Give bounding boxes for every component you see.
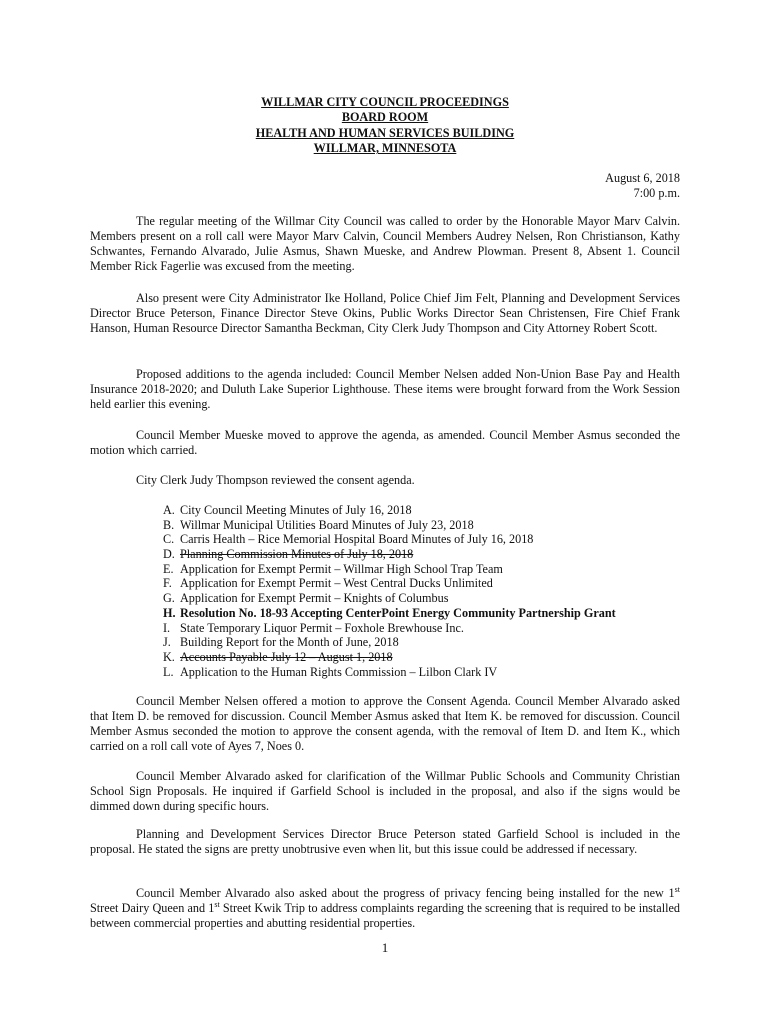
- meeting-date: August 6, 2018: [605, 171, 680, 185]
- paragraph-consent-review: [90, 473, 680, 488]
- consent-item-h: H. Resolution No. 18-93 Accepting CenterPoint Energy Community Partnership Grant: [163, 605, 616, 620]
- paragraph-text: Planning and Development Services Director Bruce Peterson stated Garfield School is included in the proposal. He stated the signs are pretty unobtrusive even when lit, but this issue could be addressed if necessary.: [90, 827, 680, 856]
- paragraph-text: The regular meeting of the Willmar City Council was called to order by the Honorable Mayor Marv Calvin. Members present on a roll call were Mayor Marv Calvin, Council Members Audrey Nelsen, Ron Christianson, Kathy Schwantes, Fernando Alvarado, Julie Asmus, Shawn Mueske, and Andrew Plowman. Present 8, Absent 1. Council Member Rick Fagerlie was excused from the meeting.: [90, 214, 680, 273]
- consent-item-e: E. Application for Exempt Permit – Willmar High School Trap Team: [163, 561, 503, 576]
- consent-item-c: C. Carris Health – Rice Memorial Hospital Board Minutes of July 16, 2018: [163, 532, 534, 547]
- header-title: WILLMAR CITY COUNCIL PROCEEDINGS: [261, 95, 509, 109]
- consent-item-l: L. Application to the Human Rights Commission – Lilbon Clark IV: [163, 664, 498, 679]
- paragraph-agenda-additions: [90, 367, 680, 412]
- consent-item-j: J. Building Report for the Month of June, 2018: [163, 635, 399, 650]
- paragraph-text: Council Member Nelsen offered a motion to approve the Consent Agenda. Council Member Alvarado asked that Item D. be removed for discussion. Council Member Asmus asked that Item K. be removed for discussion. Council Member Asmus seconded the motion to approve the consent agenda, with the removal of Item D. and Item K., which carried on a roll call vote of Ayes 7, Noes 0.: [90, 694, 680, 753]
- page-number: 1: [381, 940, 389, 955]
- paragraph-text: Council Member Alvarado asked for clarification of the Willmar Public Schools and Community Christian School Sign Proposals. He inquired if Garfield School is included in the proposal, and also if the signs would be dimmed down during specific hours.: [90, 769, 680, 813]
- paragraph-text: Proposed additions to the agenda included: Council Member Nelsen added Non-Union Base Pay and Health Insurance 2018-2020; and Duluth Lake Superior Lighthouse. These items were brought forward from the Work Session held earlier this evening.: [90, 367, 680, 411]
- consent-item-d-struck: D. Planning Commission Minutes of July 18, 2018: [163, 547, 414, 562]
- header-location: WILLMAR, MINNESOTA: [313, 141, 457, 156]
- paragraph-text: Also present were City Administrator Ike Holland, Police Chief Jim Felt, Planning and Development Services Director Bruce Peterson, Finance Director Steve Okins, Public Works Director Sean Christensen, Fire Chief Frank Hanson, Human Resource Director Samantha Beckman, City Clerk Judy Thompson and City Attorney Robert Scott.: [90, 291, 680, 335]
- paragraph-privacy-fencing: Council Member Alvarado also asked about the progress of privacy fencing being installed for the new 1st Street Dairy Queen and 1st Street Kwik Trip to address complaints regarding the screening that is required to be installed between commercial properties and abutting residential properties.: [90, 884, 680, 930]
- consent-item-g: G. Application for Exempt Permit – Knights of Columbus: [163, 591, 449, 606]
- paragraph-sign-clarification: [90, 769, 680, 814]
- paragraph-garfield-response: [90, 827, 680, 857]
- document-header: [0, 95, 770, 157]
- meeting-date-block: [605, 171, 680, 201]
- paragraph-text: City Clerk Judy Thompson reviewed the consent agenda.: [136, 473, 415, 487]
- consent-item-a: A. City Council Meeting Minutes of July 16, 2018: [163, 503, 412, 517]
- consent-agenda-list: [163, 503, 683, 679]
- header-building: HEALTH AND HUMAN SERVICES BUILDING: [255, 125, 515, 140]
- paragraph-consent-motion: [90, 694, 680, 754]
- paragraph-agenda-approval: [90, 428, 680, 458]
- paragraph-text: Council Member Mueske moved to approve the agenda, as amended. Council Member Asmus seconded the motion which carried.: [90, 428, 680, 457]
- meeting-time: 7:00 p.m.: [633, 185, 680, 200]
- paragraph-also-present: [90, 291, 680, 336]
- consent-item-b: B. Willmar Municipal Utilities Board Minutes of July 23, 2018: [163, 517, 474, 532]
- header-room: BOARD ROOM: [341, 110, 429, 125]
- paragraph-call-to-order: [90, 214, 680, 274]
- consent-item-k-struck: K. Accounts Payable July 12 – August 1, 2018: [163, 649, 393, 664]
- consent-item-i: I. State Temporary Liquor Permit – Foxhole Brewhouse Inc.: [163, 620, 464, 635]
- consent-item-f: F. Application for Exempt Permit – West Central Ducks Unlimited: [163, 576, 493, 591]
